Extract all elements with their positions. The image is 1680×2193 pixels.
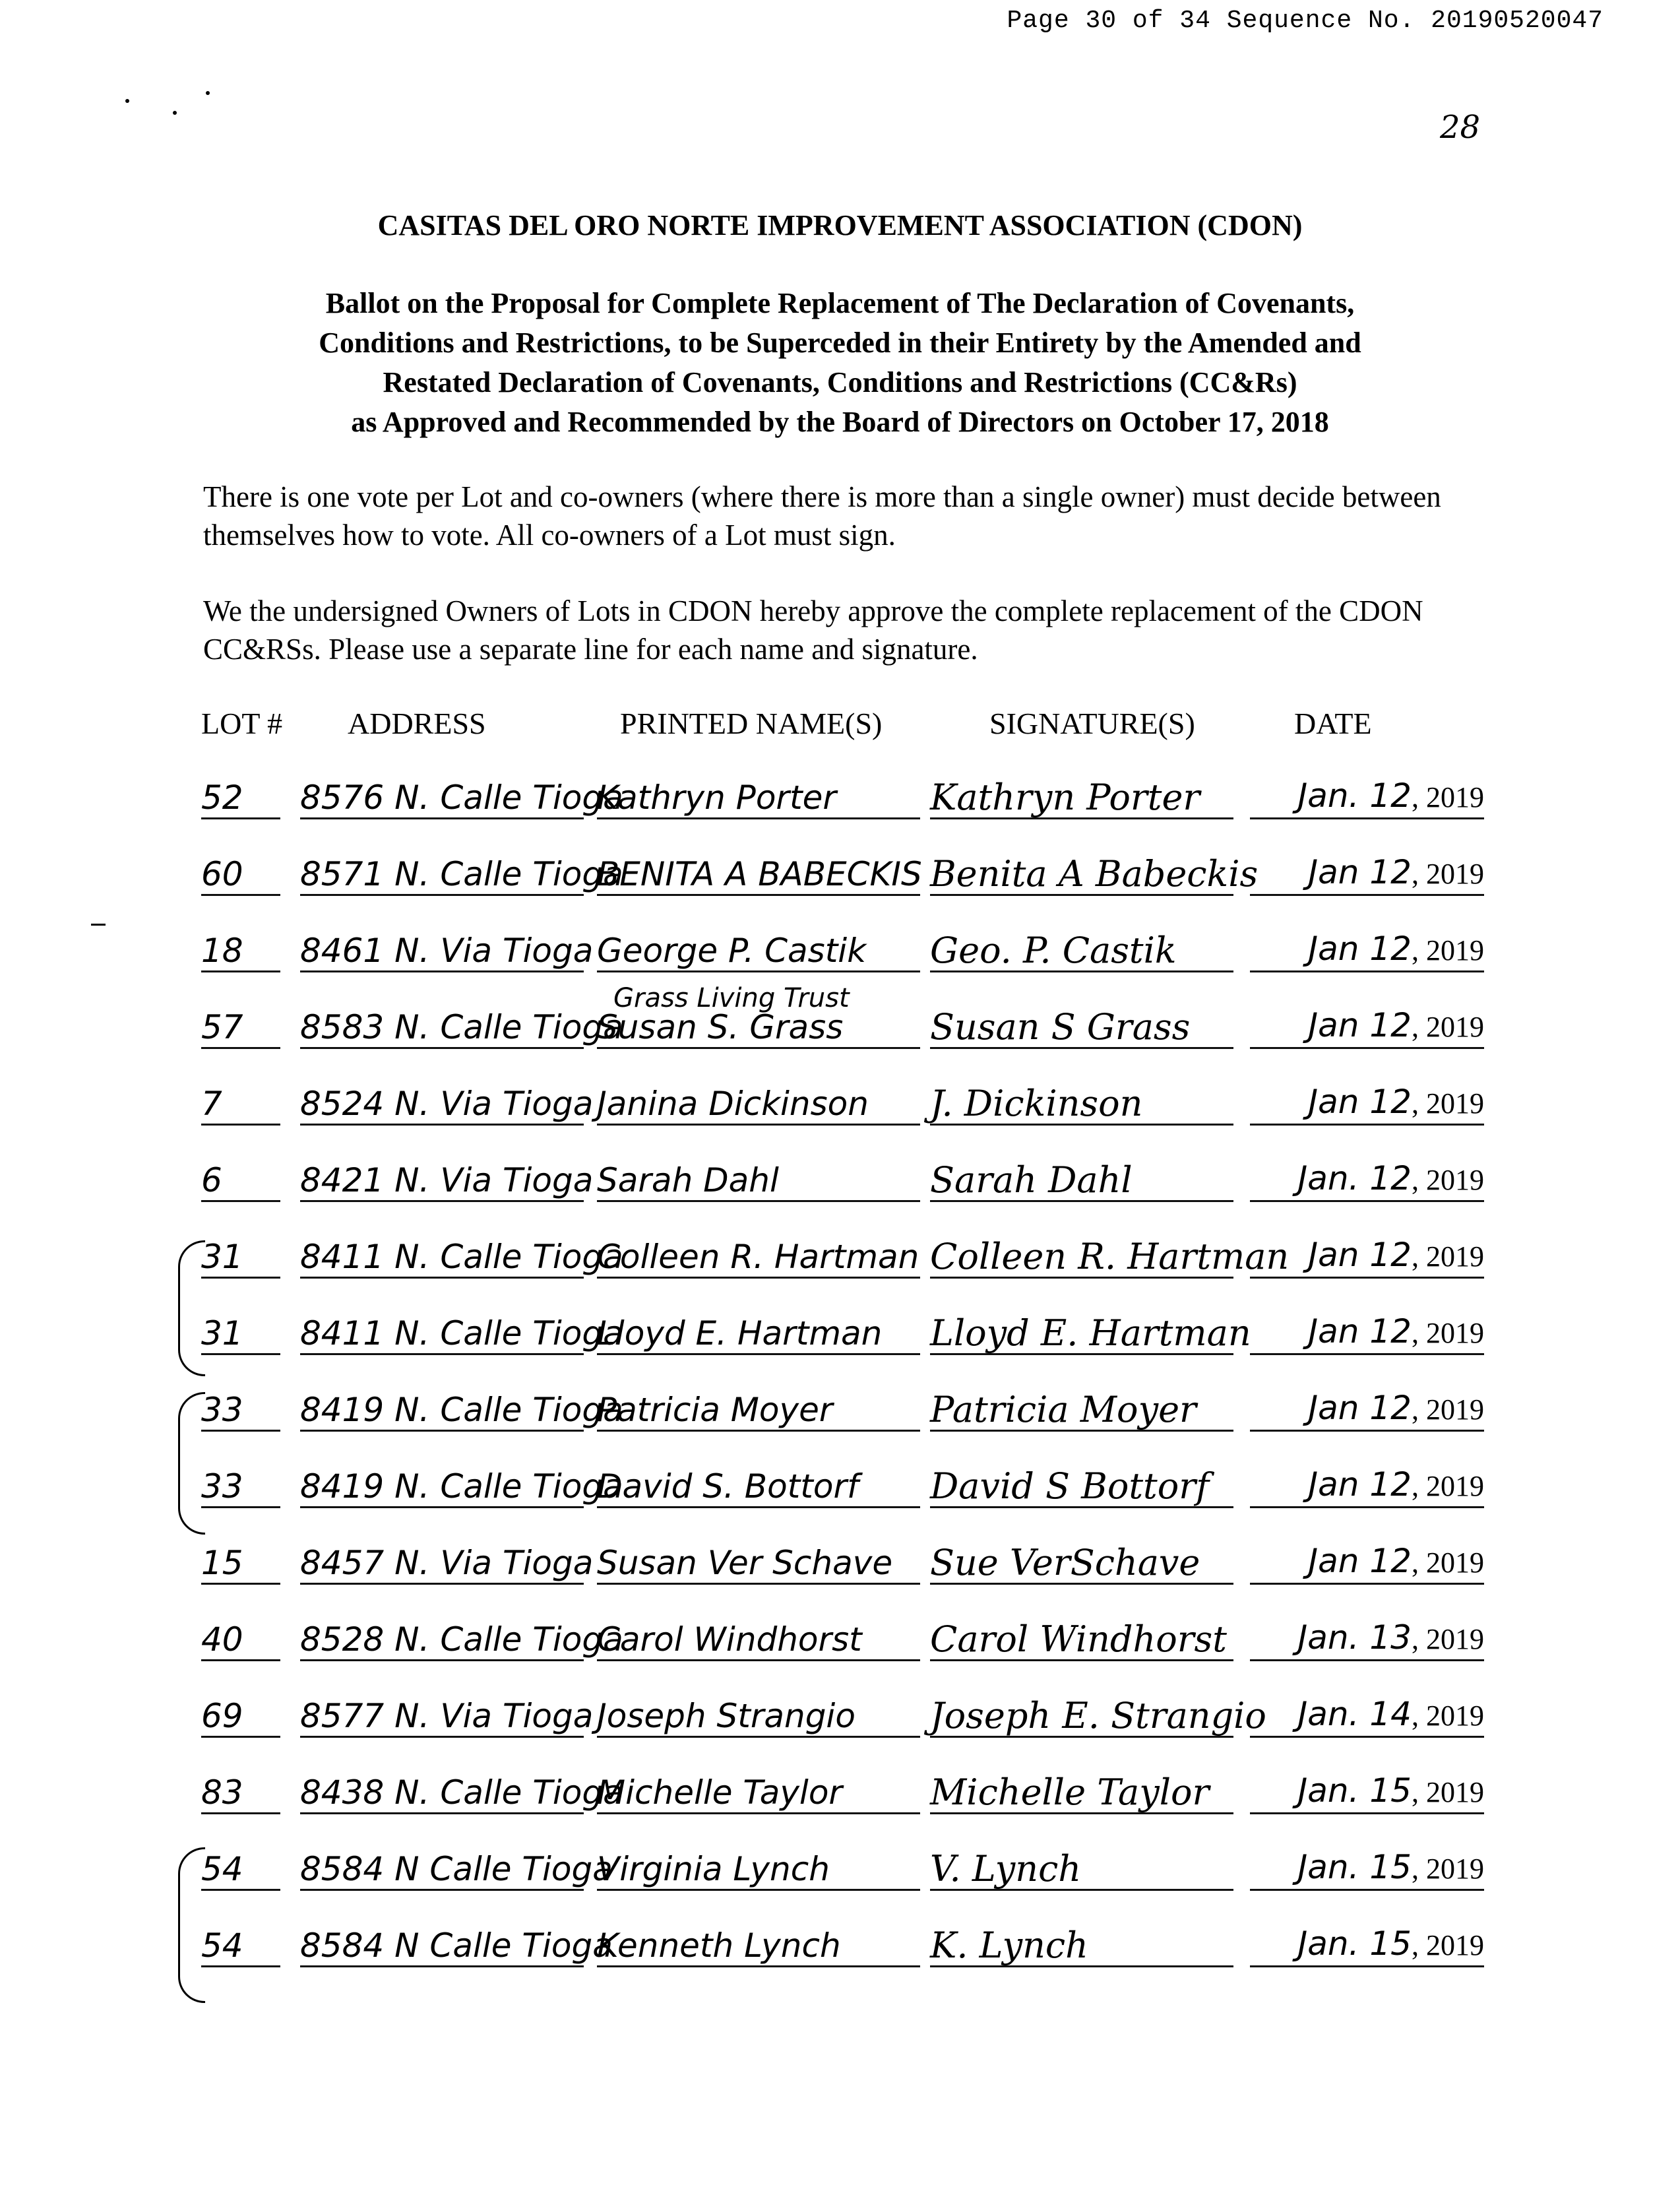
lot-number: 40 bbox=[201, 1620, 280, 1661]
date-year: , 2019 bbox=[1412, 1011, 1484, 1043]
signature: Benita A Babeckis bbox=[930, 853, 1259, 895]
date-year: , 2019 bbox=[1412, 1393, 1484, 1426]
printed-name: Colleen R. Hartman bbox=[597, 1237, 920, 1279]
date bbox=[1250, 1235, 1484, 1279]
co-owner-bracket bbox=[178, 1240, 205, 1376]
ballot-row bbox=[0, 1055, 1680, 1131]
printed-name-trust: Grass Living Trust bbox=[613, 983, 850, 1013]
address: 8583 N. Calle Tioga bbox=[300, 1007, 584, 1049]
address: 8584 N Calle Tioga bbox=[300, 1926, 584, 1967]
signature: Kathryn Porter bbox=[930, 778, 1233, 819]
printed-name: Susan S. Grass bbox=[597, 1007, 920, 1049]
date-month-day: Jan 12 bbox=[1308, 853, 1412, 891]
ballot-row bbox=[0, 1667, 1680, 1743]
date bbox=[1250, 1541, 1484, 1585]
signature: David S Bottorf bbox=[930, 1467, 1233, 1508]
address: 8421 N. Via Tioga bbox=[300, 1160, 584, 1202]
column-header-date: DATE bbox=[1294, 707, 1372, 740]
ballot-row bbox=[0, 1820, 1680, 1896]
co-owner-bracket bbox=[178, 1392, 205, 1535]
signature: Sarah Dahl bbox=[930, 1160, 1233, 1202]
column-header-signature: SIGNATURE(S) bbox=[989, 707, 1195, 740]
ballot-row bbox=[0, 1285, 1680, 1360]
ballot-row bbox=[0, 1897, 1680, 1973]
handwritten-page-number: 28 bbox=[1440, 109, 1481, 146]
address: 8411 N. Calle Tioga bbox=[300, 1314, 584, 1355]
sequence-stamp: Page 30 of 34 Sequence No. 20190520047 bbox=[1007, 7, 1603, 35]
date bbox=[1250, 1618, 1484, 1661]
date-month-day: Jan. 12 bbox=[1297, 777, 1412, 815]
subtitle-line: as Approved and Recommended by the Board of Directors on October 17, 2018 bbox=[351, 406, 1329, 438]
printed-name: Joseph Strangio bbox=[597, 1696, 920, 1738]
signature: V. Lynch bbox=[930, 1849, 1233, 1891]
date bbox=[1250, 1005, 1484, 1049]
signature: Geo. P. Castik bbox=[930, 931, 1233, 972]
signature: Carol Windhorst bbox=[930, 1620, 1233, 1661]
date-month-day: Jan. 15 bbox=[1297, 1924, 1412, 1963]
column-header-lot: LOT # bbox=[201, 707, 283, 740]
signature: Sue VerSchave bbox=[930, 1543, 1233, 1585]
lot-number: 31 bbox=[201, 1237, 280, 1279]
printed-name: Patricia Moyer bbox=[597, 1390, 920, 1432]
date-month-day: Jan 12 bbox=[1308, 930, 1412, 968]
signature: K. Lynch bbox=[930, 1926, 1233, 1967]
address: 8571 N. Calle Tioga bbox=[300, 854, 584, 896]
printed-name: Virginia Lynch bbox=[597, 1849, 920, 1891]
date-month-day: Jan 12 bbox=[1308, 1236, 1412, 1274]
signature: Susan S Grass bbox=[930, 1007, 1233, 1049]
subtitle-line: Conditions and Restrictions, to be Superceded in their Entirety by the Amended and bbox=[319, 327, 1361, 359]
date-month-day: Jan. 14 bbox=[1297, 1695, 1412, 1733]
address: 8461 N. Via Tioga bbox=[300, 931, 584, 972]
date-year: , 2019 bbox=[1412, 858, 1484, 890]
date-year: , 2019 bbox=[1412, 781, 1484, 813]
scan-speck bbox=[125, 99, 129, 103]
date-year: , 2019 bbox=[1412, 1853, 1484, 1885]
date-year: , 2019 bbox=[1412, 1929, 1484, 1961]
lot-number: 15 bbox=[201, 1543, 280, 1585]
printed-name: George P. Castik bbox=[597, 931, 920, 972]
lot-number: 69 bbox=[201, 1696, 280, 1738]
printed-name: Carol Windhorst bbox=[597, 1620, 920, 1661]
lot-number: 54 bbox=[201, 1926, 280, 1967]
printed-name: Michelle Taylor bbox=[597, 1773, 920, 1814]
ballot-row bbox=[0, 1208, 1680, 1284]
lot-number: 31 bbox=[201, 1314, 280, 1355]
address: 8438 N. Calle Tioga bbox=[300, 1773, 584, 1814]
date-month-day: Jan. 15 bbox=[1297, 1848, 1412, 1886]
ballot-subtitle bbox=[0, 284, 1680, 442]
ballot-row bbox=[0, 1131, 1680, 1207]
signature: Patricia Moyer bbox=[930, 1390, 1233, 1432]
date bbox=[1250, 1082, 1484, 1126]
lot-number: 60 bbox=[201, 854, 280, 896]
column-header-address: ADDRESS bbox=[348, 707, 486, 740]
lot-number: 54 bbox=[201, 1849, 280, 1891]
printed-name: Susan Ver Schave bbox=[597, 1543, 920, 1585]
signature: J. Dickinson bbox=[930, 1084, 1233, 1126]
date-month-day: Jan 12 bbox=[1308, 1465, 1412, 1504]
date-year: , 2019 bbox=[1412, 1623, 1484, 1655]
ballot-row bbox=[0, 825, 1680, 901]
printed-name: Kenneth Lynch bbox=[597, 1926, 920, 1967]
scan-speck bbox=[206, 91, 210, 95]
subtitle-line: Ballot on the Proposal for Complete Replacement of The Declaration of Covenants, bbox=[325, 287, 1355, 319]
signature: Colleen R. Hartman bbox=[930, 1236, 1290, 1277]
printed-name: Janina Dickinson bbox=[597, 1084, 920, 1126]
date-month-day: Jan. 12 bbox=[1297, 1159, 1412, 1197]
address: 8457 N. Via Tioga bbox=[300, 1543, 584, 1585]
date-month-day: Jan. 13 bbox=[1297, 1618, 1412, 1657]
ballot-row bbox=[0, 902, 1680, 978]
lot-number: 6 bbox=[201, 1160, 280, 1202]
date bbox=[1250, 1159, 1484, 1202]
ballot-row bbox=[0, 1438, 1680, 1513]
printed-name: David S. Bottorf bbox=[597, 1467, 920, 1508]
date bbox=[1250, 776, 1484, 819]
ballot-row bbox=[0, 1591, 1680, 1667]
printed-name: Sarah Dahl bbox=[597, 1160, 920, 1202]
date-year: , 2019 bbox=[1412, 1776, 1484, 1808]
lot-number: 33 bbox=[201, 1467, 280, 1508]
date-month-day: Jan 12 bbox=[1308, 1083, 1412, 1121]
approval-statement: We the undersigned Owners of Lots in CDON hereby approve the complete replacement of the CDON CC&RSs. Please use a separate line for each name and signature. bbox=[203, 594, 1423, 666]
signature: Lloyd E. Hartman bbox=[930, 1312, 1251, 1354]
date bbox=[1250, 1924, 1484, 1967]
address: 8584 N Calle Tioga bbox=[300, 1849, 584, 1891]
ballot-row bbox=[0, 978, 1680, 1054]
signature: Joseph E. Strangio bbox=[930, 1695, 1266, 1736]
lot-number: 33 bbox=[201, 1390, 280, 1432]
address: 8419 N. Calle Tioga bbox=[300, 1467, 584, 1508]
date bbox=[1250, 1771, 1484, 1814]
date bbox=[1250, 852, 1484, 896]
date bbox=[1250, 929, 1484, 972]
date-month-day: Jan 12 bbox=[1308, 1312, 1412, 1351]
date bbox=[1250, 1465, 1484, 1508]
subtitle-line: Restated Declaration of Covenants, Conditions and Restrictions (CC&Rs) bbox=[383, 366, 1297, 398]
document-title: CASITAS DEL ORO NORTE IMPROVEMENT ASSOCIATION (CDON) bbox=[377, 209, 1303, 241]
date-month-day: Jan 12 bbox=[1308, 1542, 1412, 1580]
printed-name: Kathryn Porter bbox=[597, 778, 920, 819]
ballot-row bbox=[0, 749, 1680, 825]
date-month-day: Jan 12 bbox=[1308, 1389, 1412, 1427]
address: 8419 N. Calle Tioga bbox=[300, 1390, 584, 1432]
co-owner-bracket bbox=[178, 1847, 205, 2003]
lot-number: 57 bbox=[201, 1007, 280, 1049]
date bbox=[1250, 1694, 1484, 1738]
date-year: , 2019 bbox=[1412, 1164, 1484, 1196]
printed-name: Lloyd E. Hartman bbox=[597, 1314, 920, 1355]
lot-number: 83 bbox=[201, 1773, 280, 1814]
date-year: , 2019 bbox=[1412, 1317, 1484, 1349]
ballot-row bbox=[0, 1514, 1680, 1590]
date-year: , 2019 bbox=[1412, 1240, 1484, 1273]
address: 8576 N. Calle Tioga bbox=[300, 778, 584, 819]
column-header-printed-name: PRINTED NAME(S) bbox=[620, 707, 883, 740]
ballot-row bbox=[0, 1744, 1680, 1820]
ballot-row bbox=[0, 1361, 1680, 1437]
date-year: , 2019 bbox=[1412, 934, 1484, 967]
address: 8411 N. Calle Tioga bbox=[300, 1237, 584, 1279]
date-month-day: Jan 12 bbox=[1308, 1006, 1412, 1044]
date-month-day: Jan. 15 bbox=[1297, 1771, 1412, 1810]
address: 8528 N. Calle Tioga bbox=[300, 1620, 584, 1661]
address: 8577 N. Via Tioga bbox=[300, 1696, 584, 1738]
lot-number: 18 bbox=[201, 931, 280, 972]
address: 8524 N. Via Tioga bbox=[300, 1084, 584, 1126]
date bbox=[1250, 1847, 1484, 1891]
lot-number: 7 bbox=[201, 1084, 280, 1126]
date bbox=[1250, 1312, 1484, 1355]
printed-name: BENITA A BABECKIS bbox=[597, 854, 920, 896]
voting-instructions: There is one vote per Lot and co-owners (where there is more than a single owner) must decide between themselves how to vote. All co-owners of a Lot must sign. bbox=[203, 480, 1441, 552]
date-year: , 2019 bbox=[1412, 1700, 1484, 1732]
signature: Michelle Taylor bbox=[930, 1773, 1233, 1814]
date-year: , 2019 bbox=[1412, 1546, 1484, 1579]
date bbox=[1250, 1388, 1484, 1432]
lot-number: 52 bbox=[201, 778, 280, 819]
scan-speck bbox=[173, 111, 177, 115]
date-year: , 2019 bbox=[1412, 1087, 1484, 1120]
date-year: , 2019 bbox=[1412, 1470, 1484, 1502]
